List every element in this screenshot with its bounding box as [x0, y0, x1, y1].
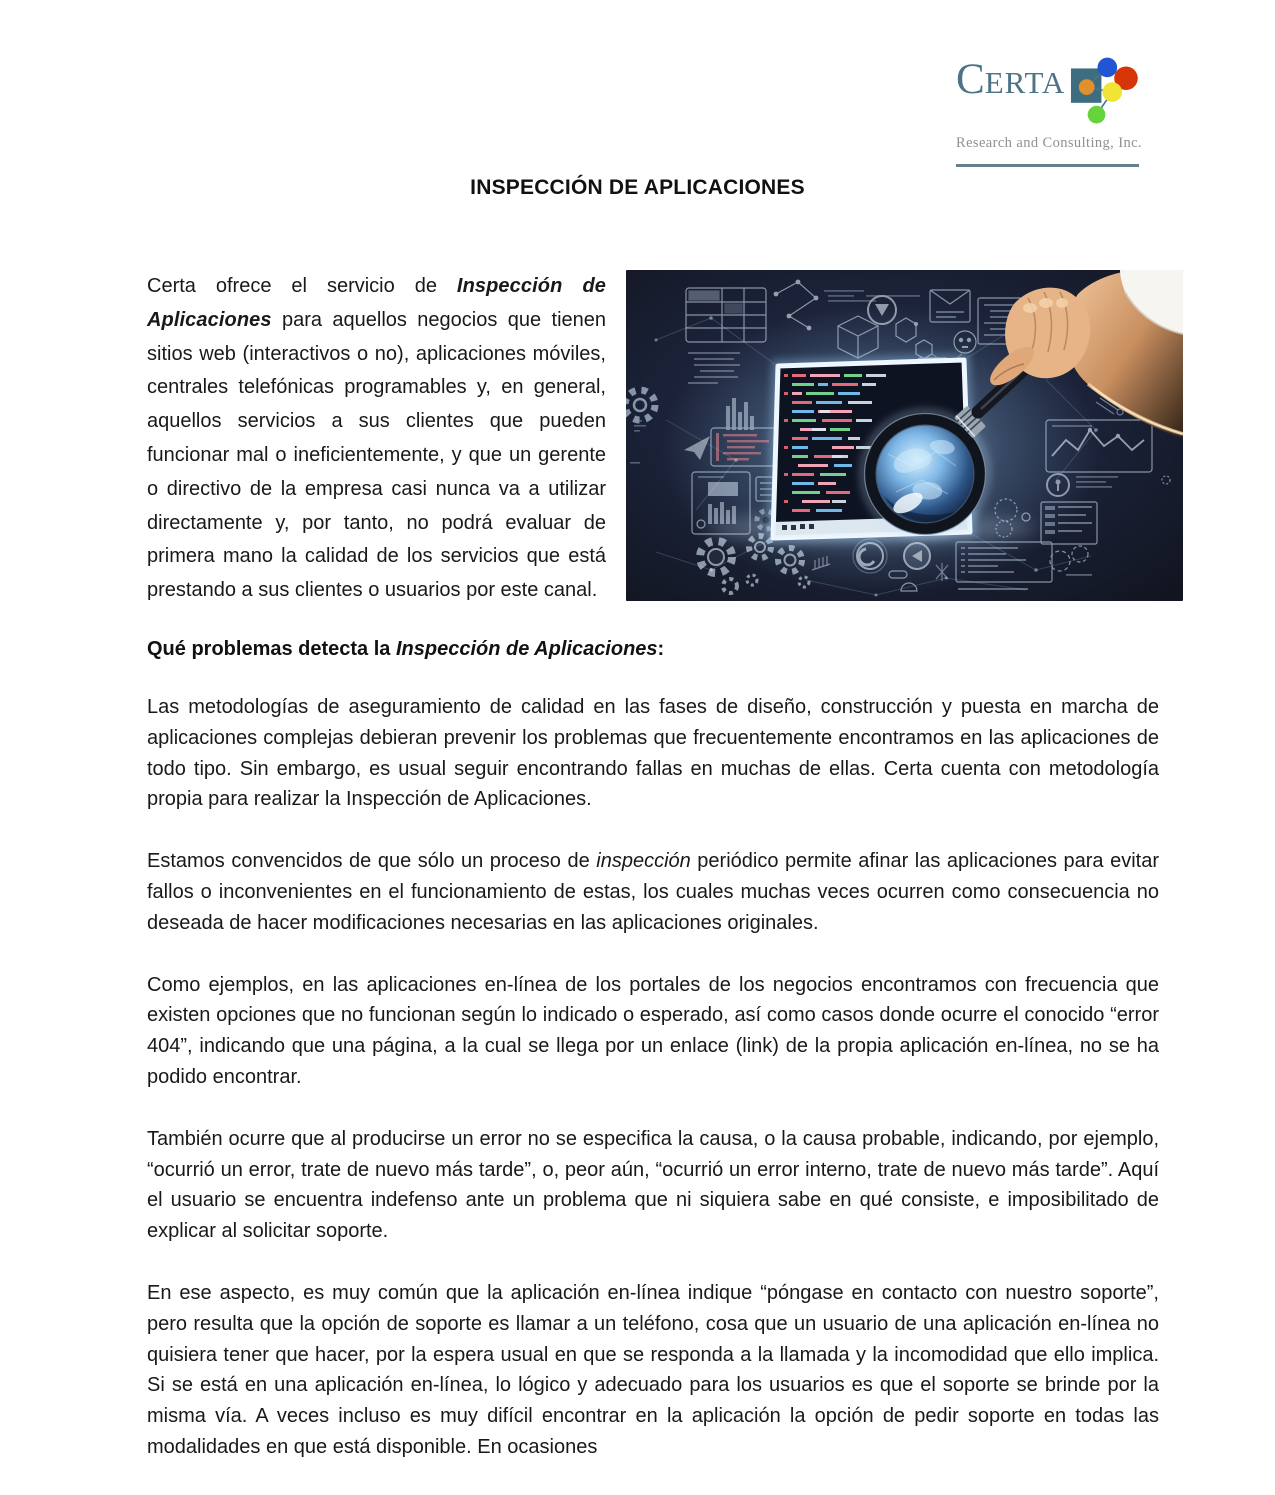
play-button-icon: [904, 543, 930, 569]
section-heading: [147, 638, 1183, 661]
hero-image: [626, 270, 1183, 601]
conviction-lead: Estamos convencidos de que sólo un proceso de: [147, 850, 597, 873]
intro-lead: Certa ofrece el servicio de: [147, 275, 457, 297]
logo-mark-icon: [1069, 54, 1142, 132]
conviction-emphasis: inspección: [596, 850, 691, 873]
logo-wordmark: [956, 58, 1065, 101]
heading-trail: :: [657, 637, 665, 660]
paragraph-examples: Como ejemplos, en las aplicaciones en-línea de los portales de los negocios encontramos con frecuencia que existen opciones que no funcionan según lo indicado o esperado, así como casos donde ocurre el conocido “error 404”, indicando que una página, a la cual se llega por un enlace (link) de la propia aplicación en-línea, no se ha podido encontrar.: [147, 973, 1159, 1088]
paragraph-errors: También ocurre que al producirse un error no se especifica la causa, o la causa probable, indicando, por ejemplo, “ocurrió un error, trate de nuevo más tarde”, o, peor aún, “ocurrió un error interno, trate de nuevo más tarde”. Aquí el usuario se encuentra indefenso ante un problema que ni siquiera sabe en qué consiste, e imposibilitado de explicar al solicitar soporte.: [147, 1127, 1159, 1243]
logo-initial: C: [956, 56, 985, 103]
heading-emphasis: Inspección de Aplicaciones: [395, 637, 658, 660]
intro-paragraph: [147, 270, 606, 608]
page-title: INSPECCIÓN DE APLICACIONES: [470, 176, 805, 199]
paragraph-support: En ese aspecto, es muy común que la aplicación en-línea indique “póngase en contacto con nuestro soporte”, pero resulta que la opción de soporte es llamar a un teléfono, cosa que un usuario de una aplicación en-línea no quisiera tener que hacer, por la espera usual en que se responda a la llamada y la incomodidad que ello implica. Si se está en una aplicación en-línea, lo lógico y adecuado para los usuarios es que el soporte se brinde por la misma vía. A veces incluso es muy difícil encontrar en la aplicación la opción de pedir soporte en todas las modalidades en que está disponible. En ocasiones: [147, 1281, 1159, 1458]
hero-illustration: [626, 270, 1183, 601]
paragraph-conviction: [147, 846, 1159, 938]
logo-rest: ERTA: [984, 65, 1066, 100]
company-logo: [956, 58, 1142, 167]
logo-rule: [956, 164, 1139, 167]
paragraph-quality: Las metodologías de aseguramiento de calidad en las fases de diseño, construcción y puesta en marcha de aplicaciones complejas debieran prevenir los problemas que frecuentemente encontramos en las aplicaciones de todo tipo. Sin embargo, es usual seguir encontrando fallas en muchas de ellas. Certa cuenta con metodología propia para realizar la Inspección de Aplicaciones.: [147, 695, 1159, 811]
heading-lead: Qué problemas detecta la: [147, 637, 396, 660]
conviction-rest: periódico permite afinar las aplicaciones para evitar fallos o inconvenientes en el funcionamiento de estas, los cuales muchas veces ocurren como consecuencia no deseada de hacer modificaciones necesarias en las aplicaciones originales.: [147, 850, 1159, 934]
intro-section: [147, 270, 1183, 608]
document-body: [147, 270, 1183, 1463]
intro-rest: para aquellos negocios que tienen sitios web (interactivos o no), aplicaciones móviles, centrales telefónicas programables y, en general, aquellos servicios a sus clientes que pueden funcionar mal o ineficientemente, y que un gerente o directivo de la empresa casi nunca va a utilizar directamente y, por tanto, no podrá evaluar de primera mano la calidad de los servicios que está prestando a sus clientes o usuarios por este canal.: [147, 308, 606, 602]
intro-emphasis: Inspección de Aplicaciones: [147, 275, 606, 331]
logo-subtitle: Research and Consulting, Inc.: [956, 135, 1142, 151]
skull-icon: [954, 331, 976, 353]
